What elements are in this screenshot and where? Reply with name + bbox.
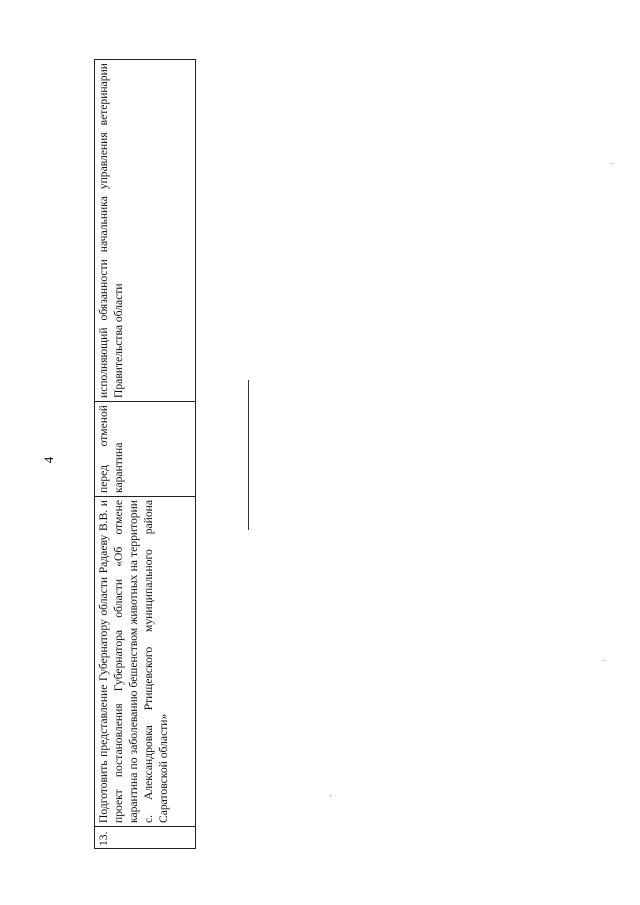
plan-table [94, 59, 196, 849]
scan-speck [603, 660, 604, 661]
table-row [95, 60, 196, 849]
separator-line [248, 380, 249, 530]
deadline-cell: перед отменой карантина [95, 402, 196, 497]
row-index: 13. [95, 827, 196, 849]
page-number: 4 [41, 456, 56, 464]
scan-speck [611, 163, 612, 164]
responsible-cell: исполняющий обязанности начальника управления ветеринарии Правительства области [95, 60, 196, 402]
task-cell: Подготовить представление Губернатору области Радаеву В.В. и проект постановления Губернатора области «Об отмене карантина по заболеванию бешенством животных на территории с. Александровка Ртищевского муниципального района Саратовской области» [95, 497, 196, 827]
scan-speck [330, 795, 331, 796]
